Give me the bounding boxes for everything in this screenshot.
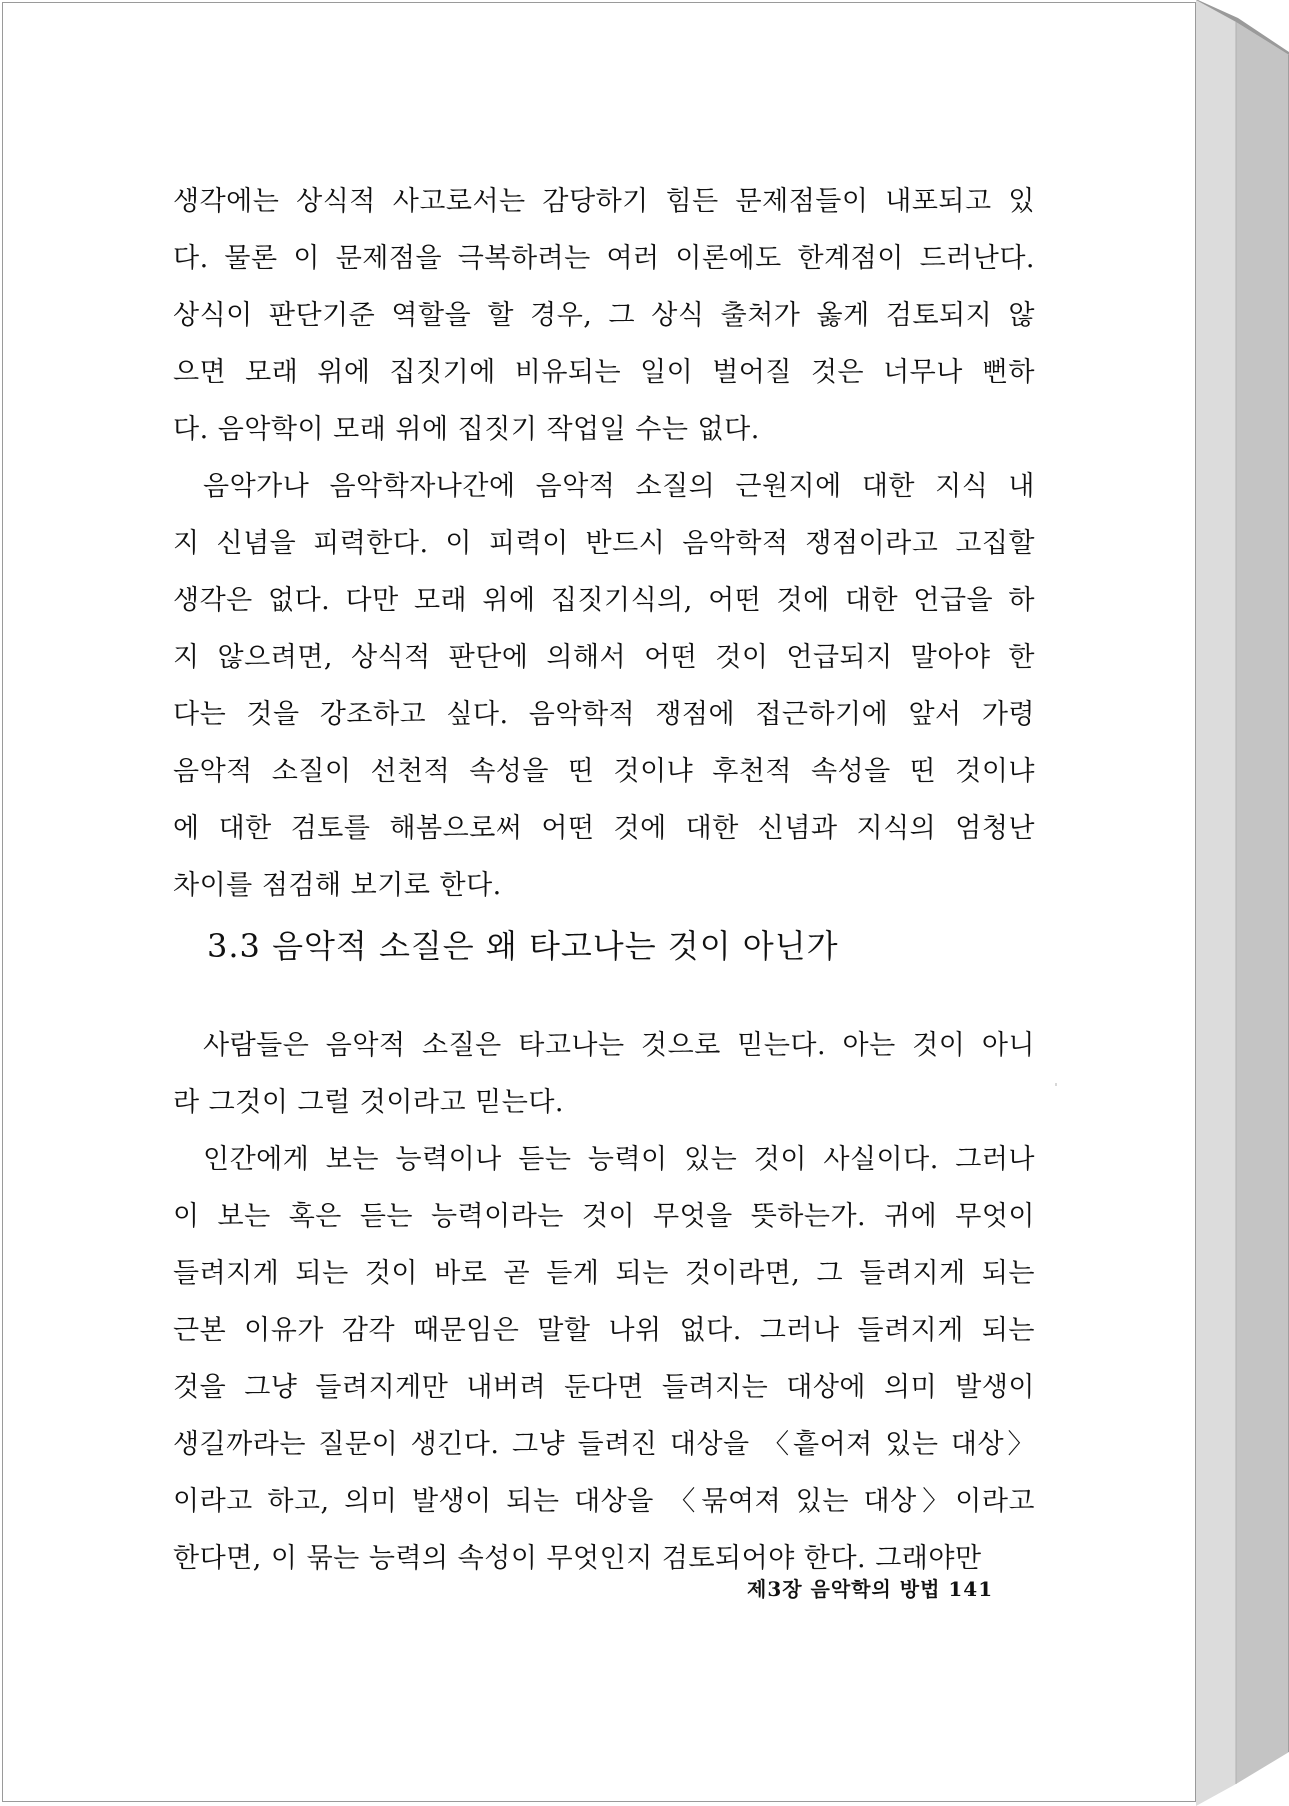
paragraph xyxy=(173,173,1035,458)
text-line: 한다면, 이 묶는 능력의 속성이 무엇인지 검토되어야 한다. 그래야만 xyxy=(173,1543,982,1574)
paragraph xyxy=(173,1017,1035,1131)
text-line: 음악가나 음악학자나간에 음악적 소질의 근원지에 대한 지식 내 xyxy=(203,471,1035,502)
text-line: 다. 음악학이 모래 위에 집짓기 작업일 수는 없다. xyxy=(173,414,760,445)
text-line: 근본 이유가 감각 때문임은 말할 나위 없다. 그러나 들려지게 되는 xyxy=(173,1315,1035,1346)
text-line: 들려지게 되는 것이 바로 곧 듣게 되는 것이라면, 그 들려지게 되는 xyxy=(173,1258,1035,1289)
text-line: 에 대한 검토를 해봄으로써 어떤 것에 대한 신념과 지식의 엄청난 xyxy=(173,813,1035,844)
text-line: 상식이 판단기준 역할을 할 경우, 그 상식 출처가 옳게 검토되지 않 xyxy=(173,300,1035,331)
document-page xyxy=(2,2,1196,1802)
text-line: 생각에는 상식적 사고로서는 감당하기 힘든 문제점들이 내포되고 있 xyxy=(173,186,1035,217)
body-text-top xyxy=(173,173,1035,914)
text-line: 생각은 없다. 다만 모래 위에 집짓기식의, 어떤 것에 대한 언급을 하 xyxy=(173,585,1035,616)
text-line: 으면 모래 위에 집짓기에 비유되는 일이 벌어질 것은 너무나 뻔하 xyxy=(173,357,1035,388)
text-line: 이라고 하고, 의미 발생이 되는 대상을 〈묶여져 있는 대상〉이라고 xyxy=(173,1486,1035,1517)
book-thickness-edge xyxy=(1196,0,1289,1806)
text-line: 다는 것을 강조하고 싶다. 음악학적 쟁점에 접근하기에 앞서 가령 xyxy=(173,699,1035,730)
body-text-bottom xyxy=(173,1017,1035,1587)
text-line: 지 신념을 피력한다. 이 피력이 반드시 음악학적 쟁점이라고 고집할 xyxy=(173,528,1035,559)
footer-page-number: 141 xyxy=(948,1577,994,1601)
text-line: 인간에게 보는 능력이나 듣는 능력이 있는 것이 사실이다. 그러나 xyxy=(203,1144,1035,1175)
text-line: 것을 그냥 들려지게만 내버려 둔다면 들려지는 대상에 의미 발생이 xyxy=(173,1372,1035,1403)
running-footer xyxy=(747,1573,993,1602)
section-heading: 3.3 음악적 소질은 왜 타고나는 것이 아닌가 xyxy=(207,927,839,965)
footer-chapter-title: 제3장 음악학의 방법 xyxy=(747,1577,941,1601)
text-line: 라 그것이 그럴 것이라고 믿는다. xyxy=(173,1087,564,1118)
paragraph xyxy=(173,458,1035,914)
text-line: 이 보는 혹은 듣는 능력이라는 것이 무엇을 뜻하는가. 귀에 무엇이 xyxy=(173,1201,1035,1232)
page-stack-shading xyxy=(1196,0,1289,1806)
text-line: 차이를 점검해 보기로 한다. xyxy=(173,870,502,901)
text-line: 다. 물론 이 문제점을 극복하려는 여러 이론에도 한계점이 드러난다. xyxy=(173,243,1035,274)
text-line: 사람들은 음악적 소질은 타고나는 것으로 믿는다. 아는 것이 아니 xyxy=(203,1030,1035,1061)
text-line: 음악적 소질이 선천적 속성을 띤 것이냐 후천적 속성을 띤 것이냐 xyxy=(173,756,1035,787)
text-line: 생길까라는 질문이 생긴다. 그냥 들려진 대상을 〈흩어져 있는 대상〉 xyxy=(173,1429,1035,1460)
scan-speck xyxy=(1055,1083,1057,1086)
text-line: 지 않으려면, 상식적 판단에 의해서 어떤 것이 언급되지 말아야 한 xyxy=(173,642,1035,673)
paragraph xyxy=(173,1131,1035,1587)
